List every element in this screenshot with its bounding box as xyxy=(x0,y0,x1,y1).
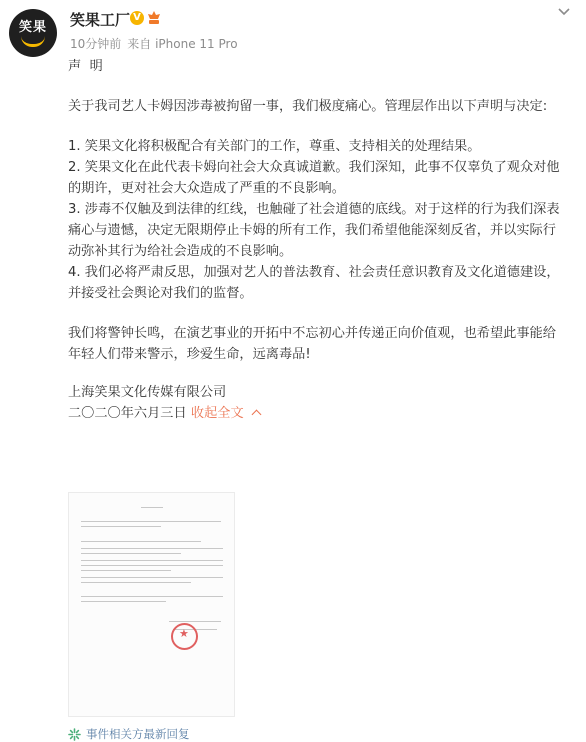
doc-line xyxy=(81,596,223,597)
doc-line xyxy=(81,548,223,549)
avatar-logo-text: 笑果 xyxy=(18,19,47,35)
fan-badge-icon[interactable] xyxy=(146,10,162,25)
post-time: 10分钟前 xyxy=(70,37,122,51)
sparkle-icon xyxy=(68,728,81,741)
chevron-down-icon[interactable] xyxy=(557,6,571,18)
statement-intro: 关于我司艺人卡姆因涉毒被拘留一事，我们极度痛心。管理层作出以下声明与决定: xyxy=(68,99,548,114)
doc-line xyxy=(81,560,223,561)
statement-image-thumbnail[interactable] xyxy=(68,492,235,717)
doc-line xyxy=(81,570,171,571)
doc-line xyxy=(81,565,223,566)
username[interactable]: 笑果工厂 xyxy=(70,11,131,29)
avatar[interactable] xyxy=(9,9,57,57)
verified-badge-icon: V xyxy=(130,11,144,25)
doc-line xyxy=(81,526,161,527)
doc-line xyxy=(81,601,166,602)
avatar-smile-mark xyxy=(21,36,45,47)
doc-line xyxy=(81,577,223,578)
statement-title: 声 明 xyxy=(68,59,103,74)
doc-line xyxy=(81,582,191,583)
statement-date-line xyxy=(68,403,568,424)
doc-line xyxy=(81,521,221,522)
statement-date: 二〇二〇年六月三日 xyxy=(68,406,187,421)
collapse-button[interactable] xyxy=(191,406,260,421)
doc-line xyxy=(141,507,163,508)
post-meta xyxy=(70,35,244,52)
post-content xyxy=(68,56,568,424)
doc-line xyxy=(169,621,221,622)
chevron-up-icon xyxy=(251,410,261,420)
doc-line xyxy=(81,541,201,542)
statement-item-3: 3. 涉毒不仅触及到法律的红线，也触碰了社会道德的底线。对于这样的行为我们深表痛心与遗憾，决定无限期停止卡姆的所有工作，我们希望他能深刻反省，并以实际行动弥补其行为给社会造成的不良影响。 xyxy=(68,202,560,259)
doc-line xyxy=(81,553,181,554)
statement-item-4: 4. 我们必将严肃反思，加强对艺人的普法教育、社会责任意识教育及文化道德建设，并接受社会舆论对我们的监督。 xyxy=(68,265,560,301)
collapse-label: 收起全文 xyxy=(190,406,244,421)
statement-item-2: 2. 笑果文化在此代表卡姆向社会大众真诚道歉。我们深知，此事不仅辜负了观众对他的期许，更对社会大众造成了严重的不良影响。 xyxy=(68,160,560,196)
statement-closing: 我们将警钟长鸣，在演艺事业的开拓中不忘初心并传递正向价值观，也希望此事能给年轻人们带来警示，珍爱生命，远离毒品! xyxy=(68,326,556,362)
statement-item-1: 1. 笑果文化将积极配合有关部门的工作，尊重、支持相关的处理结果。 xyxy=(68,139,481,154)
post-source: 来自 iPhone 11 Pro xyxy=(127,37,238,51)
statement-company: 上海笑果文化传媒有限公司 xyxy=(68,385,227,400)
doc-stamp xyxy=(171,623,198,650)
footer-label: 事件相关方最新回复 xyxy=(86,727,190,741)
